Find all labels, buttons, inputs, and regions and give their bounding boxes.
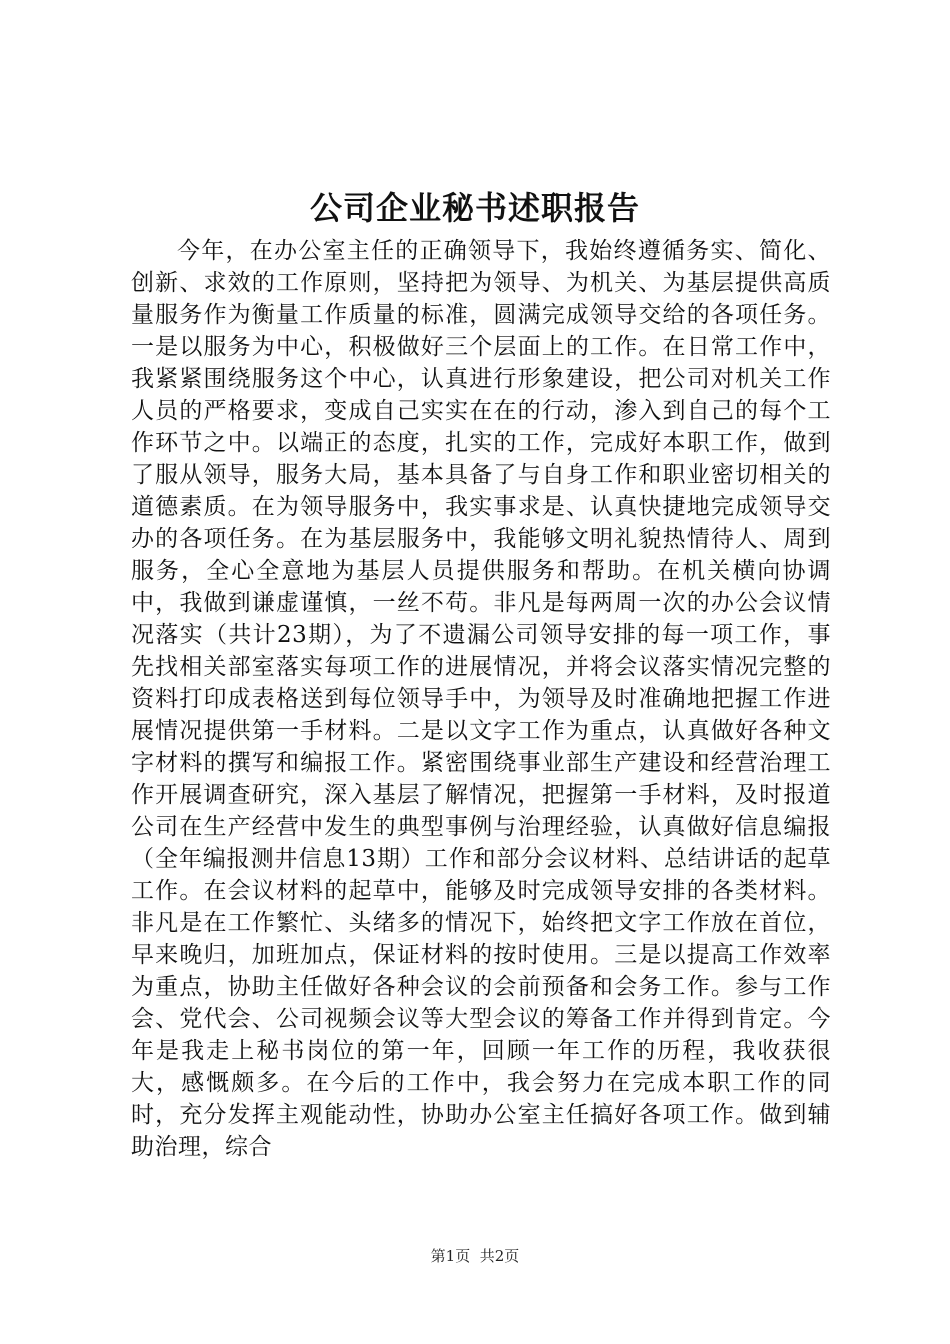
page-footer <box>0 1246 950 1266</box>
page-total: 共2页 <box>479 1247 520 1265</box>
page-number: 第1页 <box>430 1247 471 1265</box>
document-title: 公司企业秘书述职报告 <box>309 189 640 227</box>
document-body: 今年，在办公室主任的正确领导下，我始终遵循务实、简化、创新、求效的工作原则，坚持把为领导、为机关、为基层提供高质量服务作为衡量工作质量的标准，圆满完成领导交给的各项任务。一是以服务为中心，积极做好三个层面上的工作。在日常工作中，我紧紧围绕服务这个中心，认真进行形象建设，把公司对机关工作人员的严格要求，变成自己实实在在的行动，渗入到自己的每个工作环节之中。以端正的态度，扎实的工作，完成好本职工作，做到了服从领导，服务大局，基本具备了与自身工作和职业密切相关的道德素质。在为领导服务中，我实事求是、认真快捷地完成领导交办的各项任务。在为基层服务中，我能够文明礼貌热情待人、周到服务，全心全意地为基层人员提供服务和帮助。在机关横向协调中，我做到谦虚谨慎，一丝不苟。非凡是每两周一次的办公会议情况落实（共计23期），为了不遗漏公司领导安排的每一项工作，事先找相关部室落实每项工作的进展情况，并将会议落实情况完整的资料打印成表格送到每位领导手中，为领导及时准确地把握工作进展情况提供第一手材料。二是以文字工作为重点，认真做好各种文字材料的撰写和编报工作。紧密围绕事业部生产建设和经营治理工作开展调查研究，深入基层了解情况，把握第一手材料，及时报道公司在生产经营中发生的典型事例与治理经验，认真做好信息编报（全年编报测井信息13期）工作和部分会议材料、总结讲话的起草工作。在会议材料的起草中，能够及时完成领导安排的各类材料。非凡是在工作繁忙、头绪多的情况下，始终把文字工作放在首位，早来晚归，加班加点，保证材料的按时使用。三是以提高工作效率为重点，协助主任做好各种会议的会前预备和会务工作。参与工作会、党代会、公司视频会议等大型会议的筹备工作并得到肯定。今年是我走上秘书岗位的第一年，回顾一年工作的历程，我收获很大，感慨颇多。在今后的工作中，我会努力在完成本职工作的同时，充分发挥主观能动性，协助办公室主任搞好各项工作。做到辅助治理，综合 <box>131 238 831 1160</box>
